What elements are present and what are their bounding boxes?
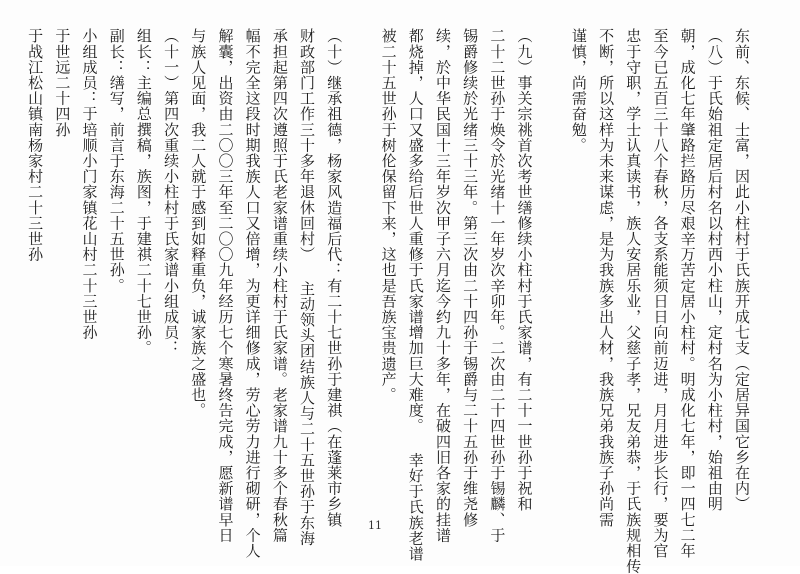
page-number: 11 [368,519,382,532]
text-column: 朝，成化七年肇路拦路历尽艰辛万苦定居小柱村。明成化七年，即一四七二年 [678,28,697,559]
text-column: （八）于氏始祖定居后村名以村西小柱山，定村名为小柱村，始祖由明 [705,28,724,512]
text-column: 锡爵修续於光绪三十三年。第三次由二十四孙于锡爵与二十五孙于维尧修 [461,28,480,528]
text-column: 被二十五世孙于树伦保留下来，这也是吾族宝贵遗产。 [379,28,398,403]
text-column: 不断，所以这样为未来谋虑，是为我族多出人材，我族兄弟我族子孙尚需 [597,28,616,528]
text-column: 承担起第四次遵照于氏老家谱重续小柱村于氏家谱。老家谱九十多个春秋篇 [270,28,289,543]
text-column: （九）事关宗祧首次考世缮修续小柱村于氏家谱，有二十一世孙于祝和 [515,28,534,512]
text-column: （十）继承祖德，杨家风造福后代：有二十七世孙于建祺（在蓬莱市乡镇 [325,28,344,528]
text-column: 续，於中华民国十三年岁次甲子六月迄今约九十多年，在破四旧各家的挂谱 [433,28,452,543]
text-column: 于战江松山镇南杨家村二十三世孙 [26,28,45,262]
text-column: 幅不完全这段时期我族人口又倍增，为更详细修成，劳心劳力进行砌研，个人 [243,28,262,559]
text-column: 谨慎，尚需奋勉。 [569,28,588,153]
text-column: 二十二世孙于焕令於光绪十一年岁次辛卯年。二次由二十四世孙于锡麟、于 [488,28,507,543]
text-column: 财政部门工作三十多年退休回村） 主动领头团结族人与二十五世孙于东海 [298,28,316,546]
text-column: 与族人见面，我二人就于感到如释重负，诚家族之盛也。 [189,28,208,418]
text-column: 忠于守职，学士认真读书，族人安居乐业，父慈子孝，兄友弟恭，于氏族规相传 [624,28,643,574]
text-column: 解囊，出资由二〇〇三年至二〇〇九年经历七个寒暑终告完成，愿新谱早日 [216,28,235,543]
text-column: 小组成员：于培顺小门家镇花山村二十三世孙 [80,28,99,340]
text-column: 副长：缮写，前言于东海二十五世孙。 [107,28,126,294]
text-column: （十一）第四次重续小柱村于氏家谱小组成员： [162,28,181,356]
text-column: 于世远二十四孙 [53,28,72,138]
text-column: 都烧掉，人口又盛多给后世人重修于氏家谱增加巨大难度。 幸好于氏族老谱 [406,28,425,562]
text-column: 至今已五百三十八个春秋，各支系能须日日向前迈进，月月进步长行，要为官 [651,28,670,559]
text-column: 东前、东候、士富，因此小柱村于氏族开成七支（定居异国它乡在内） [733,28,751,512]
text-column: 组长：主编总撰稿，族图，于建祺二十七世孙。 [134,28,153,356]
